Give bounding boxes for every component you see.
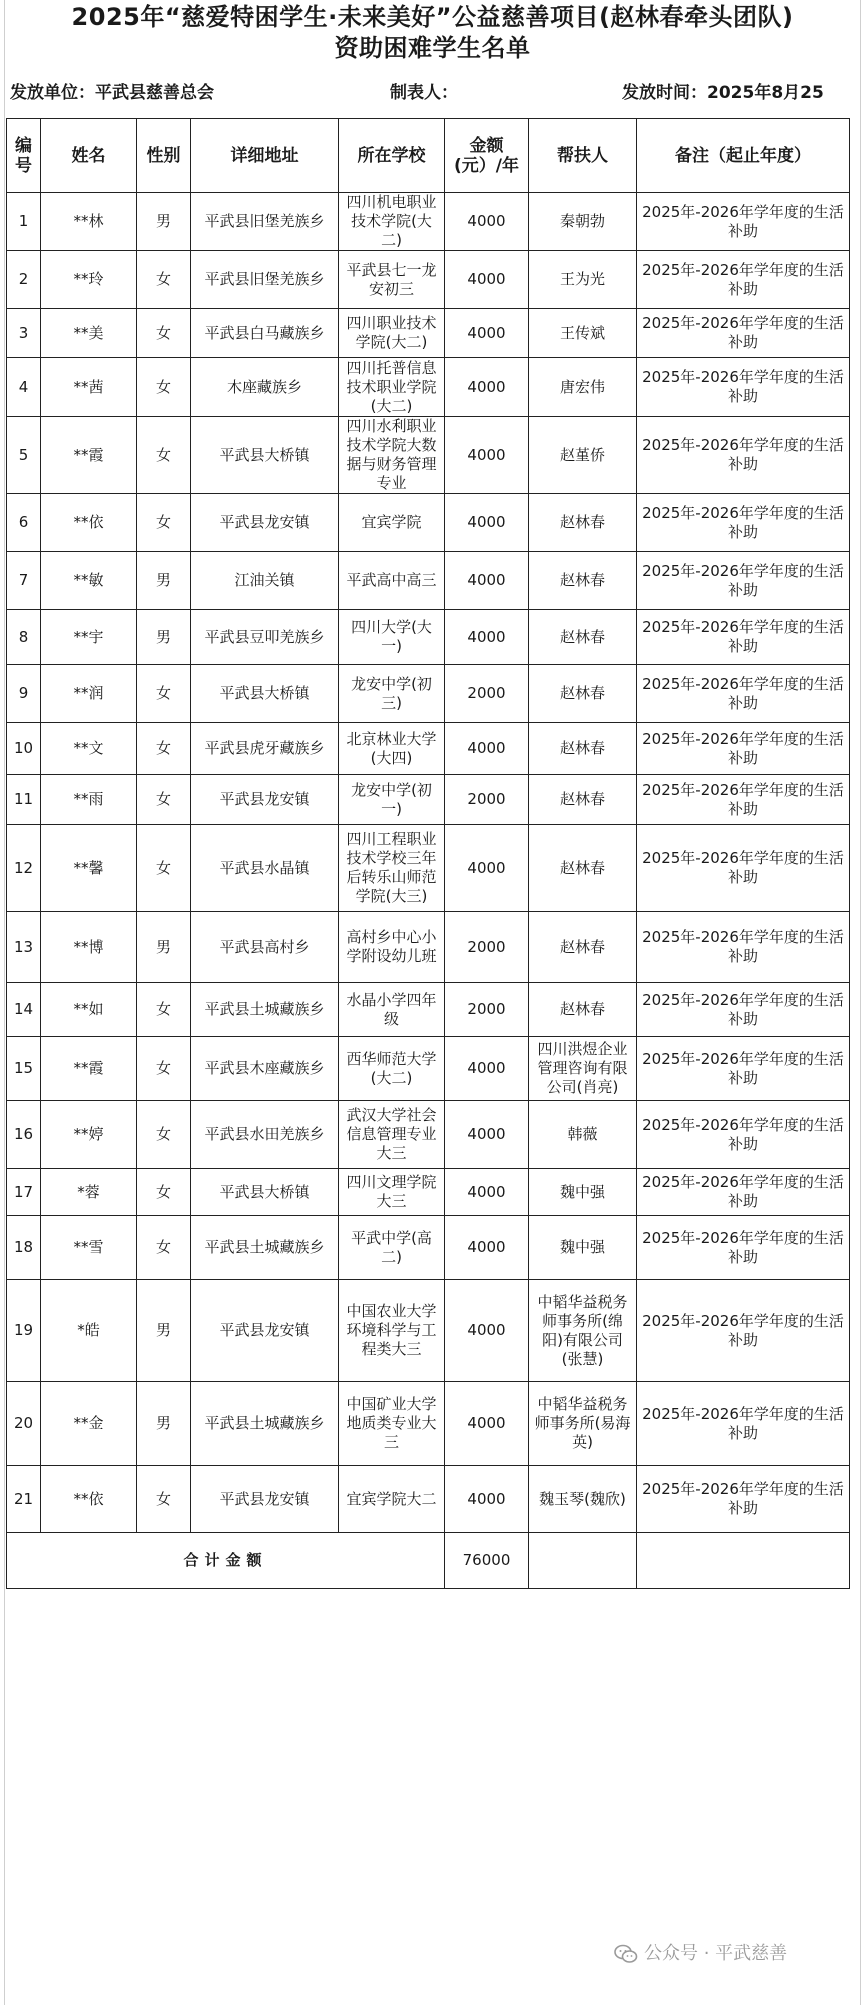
table-row — [7, 358, 850, 417]
remark: 2025年-2026年学年度的生活补助 — [637, 912, 850, 983]
row-index: 18 — [7, 1216, 41, 1280]
aid-amount: 4000 — [445, 358, 529, 417]
aid-amount: 2000 — [445, 775, 529, 825]
row-index: 13 — [7, 912, 41, 983]
student-gender: 女 — [137, 417, 191, 494]
student-school: 龙安中学(初三) — [339, 665, 445, 723]
student-gender: 男 — [137, 193, 191, 251]
table-row — [7, 1037, 850, 1101]
student-address: 平武县土城藏族乡 — [191, 983, 339, 1037]
student-address: 平武县水田羌族乡 — [191, 1101, 339, 1169]
row-index: 12 — [7, 825, 41, 912]
document-title — [0, 2, 865, 64]
remark: 2025年-2026年学年度的生活补助 — [637, 1101, 850, 1169]
student-address: 平武县高村乡 — [191, 912, 339, 983]
aid-amount: 4000 — [445, 552, 529, 610]
student-gender: 男 — [137, 610, 191, 665]
remark: 2025年-2026年学年度的生活补助 — [637, 309, 850, 358]
student-name: **依 — [41, 1466, 137, 1533]
remark: 2025年-2026年学年度的生活补助 — [637, 552, 850, 610]
table-row — [7, 1280, 850, 1382]
student-name: **林 — [41, 193, 137, 251]
aid-amount: 4000 — [445, 251, 529, 309]
aid-amount: 4000 — [445, 1280, 529, 1382]
student-address: 平武县龙安镇 — [191, 1280, 339, 1382]
student-aid-table — [6, 118, 850, 1589]
aid-amount: 4000 — [445, 309, 529, 358]
student-gender: 女 — [137, 723, 191, 775]
student-school: 四川大学(大一) — [339, 610, 445, 665]
row-index: 4 — [7, 358, 41, 417]
helper-name: 四川洪煜企业管理咨询有限公司(肖亮) — [529, 1037, 637, 1101]
student-address: 平武县旧堡羌族乡 — [191, 193, 339, 251]
aid-amount: 4000 — [445, 723, 529, 775]
student-address: 平武县水晶镇 — [191, 825, 339, 912]
student-name: **文 — [41, 723, 137, 775]
row-index: 15 — [7, 1037, 41, 1101]
student-school: 四川托普信息技术职业学院(大二) — [339, 358, 445, 417]
remark: 2025年-2026年学年度的生活补助 — [637, 1466, 850, 1533]
student-gender: 男 — [137, 552, 191, 610]
row-index: 2 — [7, 251, 41, 309]
student-name: **依 — [41, 494, 137, 552]
student-gender: 女 — [137, 1101, 191, 1169]
student-gender: 女 — [137, 1169, 191, 1216]
aid-amount: 4000 — [445, 1382, 529, 1466]
student-gender: 男 — [137, 1280, 191, 1382]
helper-name: 赵林春 — [529, 665, 637, 723]
student-school: 高村乡中心小学附设幼儿班 — [339, 912, 445, 983]
student-gender: 男 — [137, 912, 191, 983]
student-gender: 女 — [137, 983, 191, 1037]
remark: 2025年-2026年学年度的生活补助 — [637, 1216, 850, 1280]
helper-name: 魏玉琴(魏欣) — [529, 1466, 637, 1533]
table-row — [7, 417, 850, 494]
row-index: 6 — [7, 494, 41, 552]
helper-name: 赵林春 — [529, 912, 637, 983]
student-name: **如 — [41, 983, 137, 1037]
helper-name: 秦朝勃 — [529, 193, 637, 251]
title-line-2: 资助困难学生名单 — [334, 34, 531, 62]
student-gender: 女 — [137, 358, 191, 417]
student-school: 武汉大学社会信息管理专业大三 — [339, 1101, 445, 1169]
table-row — [7, 251, 850, 309]
student-name: **茜 — [41, 358, 137, 417]
student-name: **雪 — [41, 1216, 137, 1280]
table-row — [7, 912, 850, 983]
table-row — [7, 1216, 850, 1280]
helper-name: 中韬华益税务师事务所(绵阳)有限公司(张慧) — [529, 1280, 637, 1382]
issuer-label: 发放单位：平武县慈善总会 — [10, 83, 214, 103]
remark: 2025年-2026年学年度的生活补助 — [637, 983, 850, 1037]
student-school: 中国矿业大学地质类专业大三 — [339, 1382, 445, 1466]
remark: 2025年-2026年学年度的生活补助 — [637, 417, 850, 494]
student-school: 四川职业技术学院(大二) — [339, 309, 445, 358]
student-school: 宜宾学院大二 — [339, 1466, 445, 1533]
watermark-text: 公众号 · 平武慈善 — [644, 1943, 788, 1964]
remark: 2025年-2026年学年度的生活补助 — [637, 825, 850, 912]
student-address: 平武县旧堡羌族乡 — [191, 251, 339, 309]
col-header-gender: 性别 — [137, 119, 191, 193]
student-name: **金 — [41, 1382, 137, 1466]
helper-name: 魏中强 — [529, 1169, 637, 1216]
student-gender: 女 — [137, 251, 191, 309]
student-school: 龙安中学(初一) — [339, 775, 445, 825]
row-index: 20 — [7, 1382, 41, 1466]
student-name: **霞 — [41, 1037, 137, 1101]
row-index: 17 — [7, 1169, 41, 1216]
watermark — [614, 1940, 787, 1968]
table-row — [7, 825, 850, 912]
student-school: 中国农业大学环境科学与工程类大三 — [339, 1280, 445, 1382]
student-gender: 女 — [137, 1216, 191, 1280]
student-address: 江油关镇 — [191, 552, 339, 610]
student-school: 西华师范大学(大二) — [339, 1037, 445, 1101]
table-row — [7, 552, 850, 610]
table-row — [7, 494, 850, 552]
aid-amount: 4000 — [445, 1466, 529, 1533]
helper-name: 韩薇 — [529, 1101, 637, 1169]
student-school: 四川水利职业技术学院大数据与财务管理专业 — [339, 417, 445, 494]
student-school: 北京林业大学(大四) — [339, 723, 445, 775]
table-row — [7, 723, 850, 775]
student-address: 平武县土城藏族乡 — [191, 1382, 339, 1466]
table-body — [7, 193, 850, 1533]
row-index: 3 — [7, 309, 41, 358]
row-index: 5 — [7, 417, 41, 494]
student-school: 平武中学(高二) — [339, 1216, 445, 1280]
col-header-address: 详细地址 — [191, 119, 339, 193]
aid-amount: 2000 — [445, 983, 529, 1037]
student-name: **宇 — [41, 610, 137, 665]
helper-name: 赵林春 — [529, 610, 637, 665]
helper-name: 赵堇侨 — [529, 417, 637, 494]
aid-amount: 4000 — [445, 1037, 529, 1101]
student-name: *蓉 — [41, 1169, 137, 1216]
page-border-right — [860, 0, 861, 2005]
student-name: **馨 — [41, 825, 137, 912]
col-header-note: 备注（起止年度） — [637, 119, 850, 193]
row-index: 10 — [7, 723, 41, 775]
total-row — [7, 1533, 850, 1589]
total-label: 合计金额 — [7, 1533, 445, 1589]
total-empty-helper — [529, 1533, 637, 1589]
table-row — [7, 193, 850, 251]
student-school: 四川文理学院大三 — [339, 1169, 445, 1216]
helper-name: 中韬华益税务师事务所(易海英) — [529, 1382, 637, 1466]
table-header-row — [7, 119, 850, 193]
student-address: 木座藏族乡 — [191, 358, 339, 417]
student-name: **博 — [41, 912, 137, 983]
student-address: 平武县土城藏族乡 — [191, 1216, 339, 1280]
col-header-helper: 帮扶人 — [529, 119, 637, 193]
student-school: 水晶小学四年级 — [339, 983, 445, 1037]
row-index: 21 — [7, 1466, 41, 1533]
student-name: **霞 — [41, 417, 137, 494]
remark: 2025年-2026年学年度的生活补助 — [637, 723, 850, 775]
student-name: **美 — [41, 309, 137, 358]
student-school: 宜宾学院 — [339, 494, 445, 552]
remark: 2025年-2026年学年度的生活补助 — [637, 1169, 850, 1216]
student-gender: 女 — [137, 309, 191, 358]
table-row — [7, 983, 850, 1037]
aid-amount: 4000 — [445, 193, 529, 251]
row-index: 16 — [7, 1101, 41, 1169]
remark: 2025年-2026年学年度的生活补助 — [637, 1382, 850, 1466]
row-index: 14 — [7, 983, 41, 1037]
student-address: 平武县白马藏族乡 — [191, 309, 339, 358]
remark: 2025年-2026年学年度的生活补助 — [637, 1280, 850, 1382]
table-row — [7, 610, 850, 665]
student-gender: 女 — [137, 775, 191, 825]
student-address: 平武县龙安镇 — [191, 494, 339, 552]
col-header-name: 姓名 — [41, 119, 137, 193]
wechat-icon — [614, 1944, 638, 1964]
helper-name: 王传斌 — [529, 309, 637, 358]
student-name: **雨 — [41, 775, 137, 825]
col-header-index: 编号 — [7, 119, 41, 193]
remark: 2025年-2026年学年度的生活补助 — [637, 610, 850, 665]
helper-name: 赵林春 — [529, 983, 637, 1037]
student-address: 平武县龙安镇 — [191, 775, 339, 825]
row-index: 1 — [7, 193, 41, 251]
student-address: 平武县木座藏族乡 — [191, 1037, 339, 1101]
student-name: **婷 — [41, 1101, 137, 1169]
student-name: **玲 — [41, 251, 137, 309]
row-index: 9 — [7, 665, 41, 723]
helper-name: 赵林春 — [529, 552, 637, 610]
aid-amount: 4000 — [445, 1169, 529, 1216]
student-address: 平武县虎牙藏族乡 — [191, 723, 339, 775]
page-border-left — [4, 0, 5, 2005]
row-index: 7 — [7, 552, 41, 610]
remark: 2025年-2026年学年度的生活补助 — [637, 775, 850, 825]
total-empty-note — [637, 1533, 850, 1589]
issue-date-label: 发放时间：2025年8月25 — [622, 83, 824, 103]
student-school: 四川机电职业技术学院(大二) — [339, 193, 445, 251]
table-row — [7, 665, 850, 723]
student-address: 平武县龙安镇 — [191, 1466, 339, 1533]
aid-amount: 4000 — [445, 610, 529, 665]
row-index: 8 — [7, 610, 41, 665]
student-gender: 女 — [137, 1037, 191, 1101]
table-row — [7, 1169, 850, 1216]
aid-amount: 4000 — [445, 825, 529, 912]
student-name: *皓 — [41, 1280, 137, 1382]
remark: 2025年-2026年学年度的生活补助 — [637, 1037, 850, 1101]
table-row — [7, 1101, 850, 1169]
table-row — [7, 1466, 850, 1533]
student-gender: 女 — [137, 494, 191, 552]
title-line-1: 2025年“慈爱特困学生·未来美好”公益慈善项目(赵林春牵头团队) — [71, 3, 794, 31]
remark: 2025年-2026年学年度的生活补助 — [637, 494, 850, 552]
remark: 2025年-2026年学年度的生活补助 — [637, 665, 850, 723]
helper-name: 赵林春 — [529, 825, 637, 912]
aid-amount: 4000 — [445, 494, 529, 552]
aid-amount: 4000 — [445, 1101, 529, 1169]
student-name: **润 — [41, 665, 137, 723]
table-row — [7, 1382, 850, 1466]
student-address: 平武县大桥镇 — [191, 1169, 339, 1216]
table-maker-label: 制表人： — [390, 83, 458, 103]
col-header-amount: 金额(元）/年 — [445, 119, 529, 193]
student-school: 平武高中高三 — [339, 552, 445, 610]
table-row — [7, 309, 850, 358]
helper-name: 王为光 — [529, 251, 637, 309]
student-address: 平武县豆叩羌族乡 — [191, 610, 339, 665]
student-gender: 女 — [137, 825, 191, 912]
student-school: 四川工程职业技术学校三年后转乐山师范学院(大三) — [339, 825, 445, 912]
student-gender: 男 — [137, 1382, 191, 1466]
helper-name: 魏中强 — [529, 1216, 637, 1280]
student-school: 平武县七一龙安初三 — [339, 251, 445, 309]
aid-amount: 2000 — [445, 912, 529, 983]
row-index: 19 — [7, 1280, 41, 1382]
col-header-school: 所在学校 — [339, 119, 445, 193]
student-address: 平武县大桥镇 — [191, 417, 339, 494]
total-amount: 76000 — [445, 1533, 529, 1589]
student-gender: 女 — [137, 1466, 191, 1533]
remark: 2025年-2026年学年度的生活补助 — [637, 251, 850, 309]
helper-name: 赵林春 — [529, 723, 637, 775]
helper-name: 赵林春 — [529, 775, 637, 825]
helper-name: 赵林春 — [529, 494, 637, 552]
student-address: 平武县大桥镇 — [191, 665, 339, 723]
remark: 2025年-2026年学年度的生活补助 — [637, 358, 850, 417]
helper-name: 唐宏伟 — [529, 358, 637, 417]
table-row — [7, 775, 850, 825]
aid-amount: 4000 — [445, 417, 529, 494]
student-name: **敏 — [41, 552, 137, 610]
remark: 2025年-2026年学年度的生活补助 — [637, 193, 850, 251]
row-index: 11 — [7, 775, 41, 825]
aid-amount: 4000 — [445, 1216, 529, 1280]
student-gender: 女 — [137, 665, 191, 723]
aid-amount: 2000 — [445, 665, 529, 723]
